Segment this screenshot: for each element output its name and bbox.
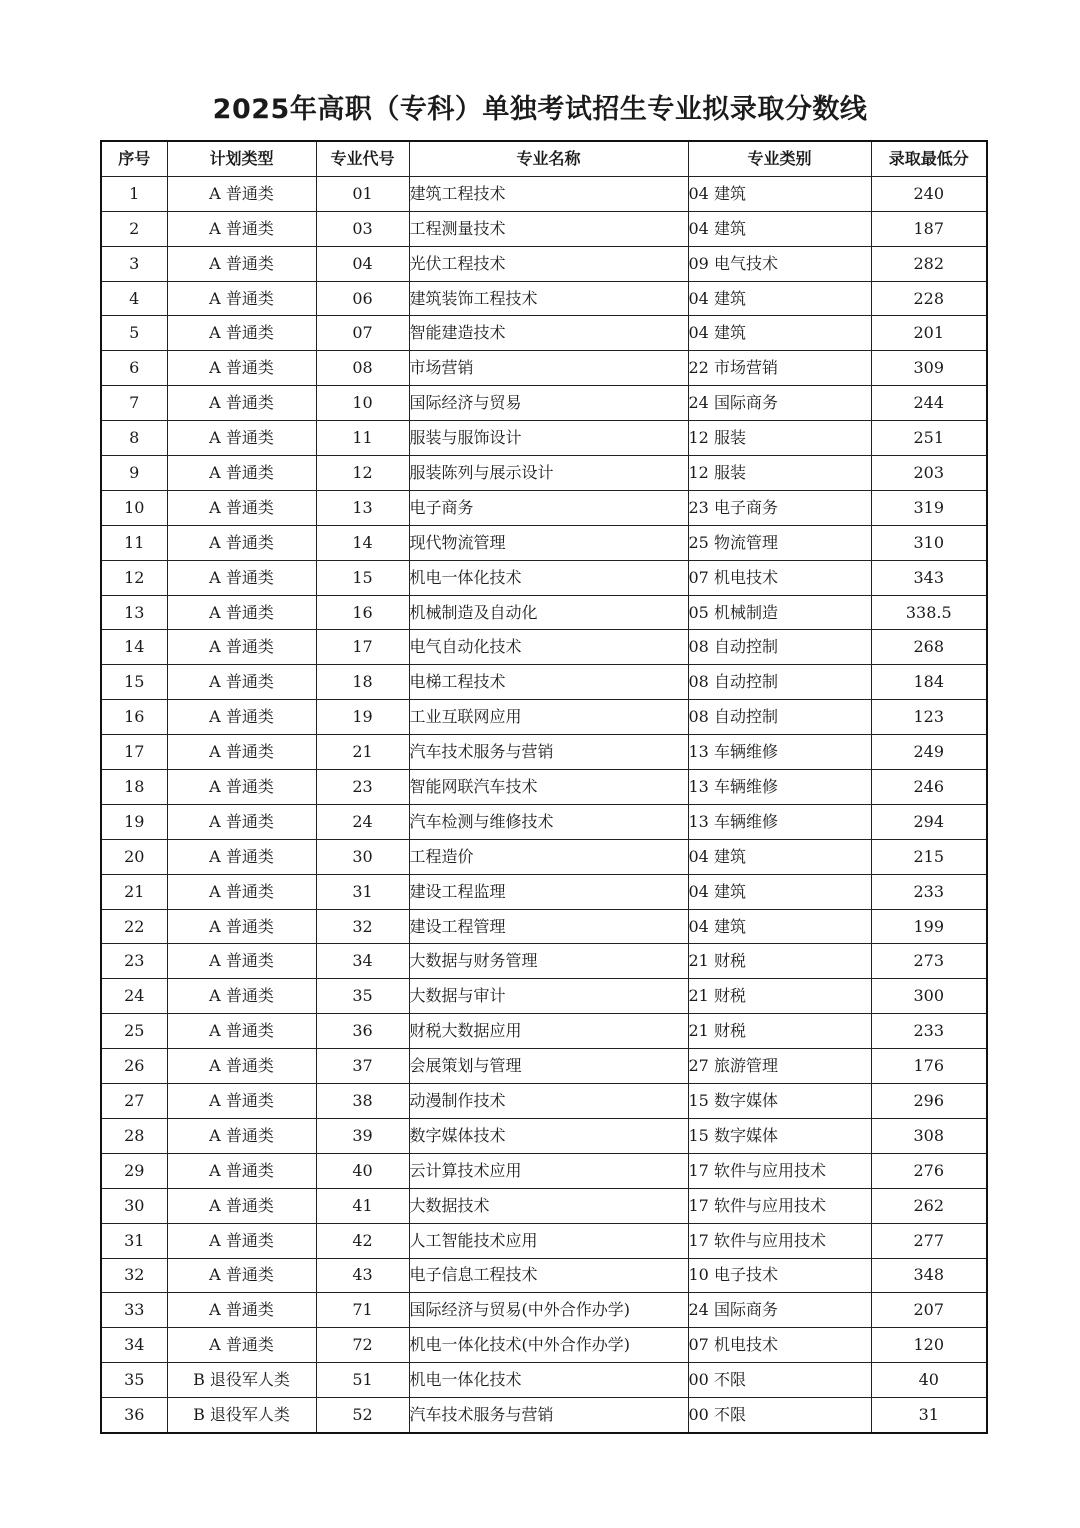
plan-type-cell: A 普通类 — [167, 944, 316, 979]
major-category-cell: 17 软件与应用技术 — [688, 1223, 871, 1258]
minimum-score-cell: 184 — [871, 665, 987, 700]
table-row — [101, 909, 987, 944]
plan-type-cell: A 普通类 — [167, 1118, 316, 1153]
major-code-cell: 15 — [316, 560, 409, 595]
plan-type-cell: A 普通类 — [167, 560, 316, 595]
plan-type-cell: A 普通类 — [167, 665, 316, 700]
admission-score-table — [100, 140, 988, 1434]
header-major-code: 专业代号 — [316, 141, 409, 176]
major-name-cell: 建筑装饰工程技术 — [409, 281, 688, 316]
minimum-score-cell: 262 — [871, 1188, 987, 1223]
minimum-score-cell: 282 — [871, 246, 987, 281]
minimum-score-cell: 249 — [871, 735, 987, 770]
major-code-cell: 39 — [316, 1118, 409, 1153]
major-name-cell: 大数据与财务管理 — [409, 944, 688, 979]
minimum-score-cell: 294 — [871, 804, 987, 839]
major-name-cell: 电子商务 — [409, 490, 688, 525]
major-category-cell: 13 车辆维修 — [688, 770, 871, 805]
table-row — [101, 386, 987, 421]
major-code-cell: 30 — [316, 839, 409, 874]
major-name-cell: 工程造价 — [409, 839, 688, 874]
major-code-cell: 19 — [316, 700, 409, 735]
major-code-cell: 06 — [316, 281, 409, 316]
major-code-cell: 32 — [316, 909, 409, 944]
major-code-cell: 40 — [316, 1153, 409, 1188]
major-code-cell: 13 — [316, 490, 409, 525]
plan-type-cell: A 普通类 — [167, 909, 316, 944]
minimum-score-cell: 233 — [871, 1014, 987, 1049]
major-code-cell: 23 — [316, 770, 409, 805]
serial-number-cell: 35 — [101, 1363, 167, 1398]
minimum-score-cell: 273 — [871, 944, 987, 979]
major-category-cell: 00 不限 — [688, 1398, 871, 1433]
table-body — [101, 176, 987, 1433]
major-code-cell: 31 — [316, 874, 409, 909]
major-category-cell: 07 机电技术 — [688, 560, 871, 595]
plan-type-cell: A 普通类 — [167, 839, 316, 874]
minimum-score-cell: 207 — [871, 1293, 987, 1328]
major-code-cell: 16 — [316, 595, 409, 630]
plan-type-cell: A 普通类 — [167, 1153, 316, 1188]
serial-number-cell: 3 — [101, 246, 167, 281]
table-row — [101, 281, 987, 316]
minimum-score-cell: 246 — [871, 770, 987, 805]
minimum-score-cell: 201 — [871, 316, 987, 351]
plan-type-cell: A 普通类 — [167, 525, 316, 560]
plan-type-cell: A 普通类 — [167, 1049, 316, 1084]
major-category-cell: 08 自动控制 — [688, 630, 871, 665]
major-name-cell: 机电一体化技术 — [409, 1363, 688, 1398]
major-category-cell: 21 财税 — [688, 944, 871, 979]
serial-number-cell: 24 — [101, 979, 167, 1014]
serial-number-cell: 18 — [101, 770, 167, 805]
serial-number-cell: 32 — [101, 1258, 167, 1293]
major-code-cell: 11 — [316, 421, 409, 456]
serial-number-cell: 21 — [101, 874, 167, 909]
table-row — [101, 421, 987, 456]
serial-number-cell: 25 — [101, 1014, 167, 1049]
minimum-score-cell: 251 — [871, 421, 987, 456]
plan-type-cell: A 普通类 — [167, 246, 316, 281]
serial-number-cell: 6 — [101, 351, 167, 386]
table-row — [101, 351, 987, 386]
major-name-cell: 大数据技术 — [409, 1188, 688, 1223]
major-code-cell: 10 — [316, 386, 409, 421]
serial-number-cell: 2 — [101, 211, 167, 246]
table-row — [101, 246, 987, 281]
plan-type-cell: B 退役军人类 — [167, 1363, 316, 1398]
serial-number-cell: 11 — [101, 525, 167, 560]
minimum-score-cell: 228 — [871, 281, 987, 316]
major-name-cell: 现代物流管理 — [409, 525, 688, 560]
major-category-cell: 08 自动控制 — [688, 700, 871, 735]
major-name-cell: 智能网联汽车技术 — [409, 770, 688, 805]
table-row — [101, 839, 987, 874]
minimum-score-cell: 176 — [871, 1049, 987, 1084]
minimum-score-cell: 343 — [871, 560, 987, 595]
major-category-cell: 15 数字媒体 — [688, 1118, 871, 1153]
major-category-cell: 24 国际商务 — [688, 386, 871, 421]
major-name-cell: 光伏工程技术 — [409, 246, 688, 281]
serial-number-cell: 28 — [101, 1118, 167, 1153]
major-category-cell: 04 建筑 — [688, 281, 871, 316]
plan-type-cell: A 普通类 — [167, 351, 316, 386]
minimum-score-cell: 199 — [871, 909, 987, 944]
plan-type-cell: A 普通类 — [167, 1084, 316, 1119]
plan-type-cell: A 普通类 — [167, 874, 316, 909]
major-name-cell: 会展策划与管理 — [409, 1049, 688, 1084]
minimum-score-cell: 308 — [871, 1118, 987, 1153]
major-category-cell: 24 国际商务 — [688, 1293, 871, 1328]
table-row — [101, 630, 987, 665]
plan-type-cell: A 普通类 — [167, 804, 316, 839]
major-name-cell: 建设工程管理 — [409, 909, 688, 944]
serial-number-cell: 33 — [101, 1293, 167, 1328]
major-name-cell: 机电一体化技术 — [409, 560, 688, 595]
serial-number-cell: 19 — [101, 804, 167, 839]
major-name-cell: 汽车检测与维修技术 — [409, 804, 688, 839]
major-name-cell: 智能建造技术 — [409, 316, 688, 351]
major-name-cell: 大数据与审计 — [409, 979, 688, 1014]
minimum-score-cell: 40 — [871, 1363, 987, 1398]
major-name-cell: 建设工程监理 — [409, 874, 688, 909]
table-row — [101, 1223, 987, 1258]
major-category-cell: 04 建筑 — [688, 176, 871, 211]
major-name-cell: 人工智能技术应用 — [409, 1223, 688, 1258]
serial-number-cell: 22 — [101, 909, 167, 944]
major-category-cell: 17 软件与应用技术 — [688, 1188, 871, 1223]
major-code-cell: 07 — [316, 316, 409, 351]
plan-type-cell: A 普通类 — [167, 1293, 316, 1328]
serial-number-cell: 7 — [101, 386, 167, 421]
table-row — [101, 525, 987, 560]
major-code-cell: 17 — [316, 630, 409, 665]
table-row — [101, 1258, 987, 1293]
plan-type-cell: A 普通类 — [167, 630, 316, 665]
plan-type-cell: A 普通类 — [167, 490, 316, 525]
header-major-name: 专业名称 — [409, 141, 688, 176]
table-row — [101, 176, 987, 211]
minimum-score-cell: 338.5 — [871, 595, 987, 630]
major-category-cell: 04 建筑 — [688, 211, 871, 246]
plan-type-cell: A 普通类 — [167, 979, 316, 1014]
major-category-cell: 17 软件与应用技术 — [688, 1153, 871, 1188]
major-code-cell: 24 — [316, 804, 409, 839]
major-name-cell: 国际经济与贸易 — [409, 386, 688, 421]
major-category-cell: 15 数字媒体 — [688, 1084, 871, 1119]
table-row — [101, 490, 987, 525]
table-header-row — [101, 141, 987, 176]
plan-type-cell: A 普通类 — [167, 735, 316, 770]
major-category-cell: 04 建筑 — [688, 874, 871, 909]
minimum-score-cell: 268 — [871, 630, 987, 665]
serial-number-cell: 31 — [101, 1223, 167, 1258]
major-name-cell: 市场营销 — [409, 351, 688, 386]
major-code-cell: 18 — [316, 665, 409, 700]
major-category-cell: 13 车辆维修 — [688, 804, 871, 839]
serial-number-cell: 13 — [101, 595, 167, 630]
table-row — [101, 456, 987, 491]
serial-number-cell: 5 — [101, 316, 167, 351]
serial-number-cell: 8 — [101, 421, 167, 456]
major-name-cell: 财税大数据应用 — [409, 1014, 688, 1049]
table-row — [101, 1049, 987, 1084]
major-code-cell: 52 — [316, 1398, 409, 1433]
major-code-cell: 51 — [316, 1363, 409, 1398]
table-row — [101, 770, 987, 805]
plan-type-cell: A 普通类 — [167, 281, 316, 316]
major-category-cell: 04 建筑 — [688, 839, 871, 874]
major-category-cell: 21 财税 — [688, 1014, 871, 1049]
major-code-cell: 43 — [316, 1258, 409, 1293]
major-code-cell: 03 — [316, 211, 409, 246]
major-name-cell: 电气自动化技术 — [409, 630, 688, 665]
major-name-cell: 动漫制作技术 — [409, 1084, 688, 1119]
major-name-cell: 服装陈列与展示设计 — [409, 456, 688, 491]
plan-type-cell: A 普通类 — [167, 421, 316, 456]
table-row — [101, 944, 987, 979]
minimum-score-cell: 233 — [871, 874, 987, 909]
serial-number-cell: 27 — [101, 1084, 167, 1119]
major-name-cell: 国际经济与贸易(中外合作办学) — [409, 1293, 688, 1328]
table-row — [101, 700, 987, 735]
plan-type-cell: A 普通类 — [167, 176, 316, 211]
major-category-cell: 22 市场营销 — [688, 351, 871, 386]
plan-type-cell: A 普通类 — [167, 1188, 316, 1223]
header-major-category: 专业类别 — [688, 141, 871, 176]
serial-number-cell: 15 — [101, 665, 167, 700]
serial-number-cell: 4 — [101, 281, 167, 316]
plan-type-cell: A 普通类 — [167, 595, 316, 630]
table-row — [101, 1398, 987, 1433]
major-code-cell: 36 — [316, 1014, 409, 1049]
minimum-score-cell: 310 — [871, 525, 987, 560]
plan-type-cell: A 普通类 — [167, 700, 316, 735]
table-row — [101, 1293, 987, 1328]
major-code-cell: 34 — [316, 944, 409, 979]
minimum-score-cell: 348 — [871, 1258, 987, 1293]
plan-type-cell: A 普通类 — [167, 1328, 316, 1363]
major-name-cell: 工业互联网应用 — [409, 700, 688, 735]
serial-number-cell: 26 — [101, 1049, 167, 1084]
major-name-cell: 电梯工程技术 — [409, 665, 688, 700]
major-category-cell: 10 电子技术 — [688, 1258, 871, 1293]
minimum-score-cell: 276 — [871, 1153, 987, 1188]
minimum-score-cell: 277 — [871, 1223, 987, 1258]
major-category-cell: 12 服装 — [688, 421, 871, 456]
major-name-cell: 机电一体化技术(中外合作办学) — [409, 1328, 688, 1363]
serial-number-cell: 1 — [101, 176, 167, 211]
major-code-cell: 37 — [316, 1049, 409, 1084]
major-category-cell: 00 不限 — [688, 1363, 871, 1398]
page-title: 2025年高职（专科）单独考试招生专业拟录取分数线 — [212, 94, 868, 125]
plan-type-cell: A 普通类 — [167, 770, 316, 805]
major-category-cell: 27 旅游管理 — [688, 1049, 871, 1084]
table-row — [101, 211, 987, 246]
plan-type-cell: B 退役军人类 — [167, 1398, 316, 1433]
table-row — [101, 595, 987, 630]
major-name-cell: 汽车技术服务与营销 — [409, 1398, 688, 1433]
serial-number-cell: 12 — [101, 560, 167, 595]
major-category-cell: 05 机械制造 — [688, 595, 871, 630]
table-row — [101, 1363, 987, 1398]
minimum-score-cell: 215 — [871, 839, 987, 874]
plan-type-cell: A 普通类 — [167, 211, 316, 246]
major-name-cell: 工程测量技术 — [409, 211, 688, 246]
major-code-cell: 12 — [316, 456, 409, 491]
major-code-cell: 01 — [316, 176, 409, 211]
major-name-cell: 云计算技术应用 — [409, 1153, 688, 1188]
minimum-score-cell: 300 — [871, 979, 987, 1014]
table-row — [101, 1153, 987, 1188]
serial-number-cell: 23 — [101, 944, 167, 979]
plan-type-cell: A 普通类 — [167, 316, 316, 351]
serial-number-cell: 36 — [101, 1398, 167, 1433]
table-row — [101, 735, 987, 770]
major-name-cell: 建筑工程技术 — [409, 176, 688, 211]
table-row — [101, 1188, 987, 1223]
major-category-cell: 07 机电技术 — [688, 1328, 871, 1363]
major-name-cell: 数字媒体技术 — [409, 1118, 688, 1153]
header-serial-number: 序号 — [101, 141, 167, 176]
minimum-score-cell: 120 — [871, 1328, 987, 1363]
serial-number-cell: 9 — [101, 456, 167, 491]
header-plan-type: 计划类型 — [167, 141, 316, 176]
serial-number-cell: 10 — [101, 490, 167, 525]
table-row — [101, 1084, 987, 1119]
plan-type-cell: A 普通类 — [167, 456, 316, 491]
table-row — [101, 874, 987, 909]
major-name-cell: 汽车技术服务与营销 — [409, 735, 688, 770]
minimum-score-cell: 319 — [871, 490, 987, 525]
major-category-cell: 04 建筑 — [688, 909, 871, 944]
major-category-cell: 21 财税 — [688, 979, 871, 1014]
table-row — [101, 1118, 987, 1153]
major-name-cell: 电子信息工程技术 — [409, 1258, 688, 1293]
plan-type-cell: A 普通类 — [167, 1014, 316, 1049]
major-code-cell: 35 — [316, 979, 409, 1014]
table-row — [101, 1014, 987, 1049]
table-row — [101, 1328, 987, 1363]
serial-number-cell: 30 — [101, 1188, 167, 1223]
minimum-score-cell: 203 — [871, 456, 987, 491]
table-row — [101, 316, 987, 351]
table-row — [101, 560, 987, 595]
serial-number-cell: 14 — [101, 630, 167, 665]
major-category-cell: 25 物流管理 — [688, 525, 871, 560]
major-category-cell: 13 车辆维修 — [688, 735, 871, 770]
major-category-cell: 09 电气技术 — [688, 246, 871, 281]
table-row — [101, 979, 987, 1014]
major-code-cell: 72 — [316, 1328, 409, 1363]
minimum-score-cell: 244 — [871, 386, 987, 421]
major-code-cell: 08 — [316, 351, 409, 386]
minimum-score-cell: 296 — [871, 1084, 987, 1119]
minimum-score-cell: 309 — [871, 351, 987, 386]
serial-number-cell: 29 — [101, 1153, 167, 1188]
major-code-cell: 04 — [316, 246, 409, 281]
minimum-score-cell: 187 — [871, 211, 987, 246]
plan-type-cell: A 普通类 — [167, 1258, 316, 1293]
plan-type-cell: A 普通类 — [167, 386, 316, 421]
table-row — [101, 665, 987, 700]
major-code-cell: 41 — [316, 1188, 409, 1223]
major-category-cell: 04 建筑 — [688, 316, 871, 351]
minimum-score-cell: 31 — [871, 1398, 987, 1433]
serial-number-cell: 17 — [101, 735, 167, 770]
serial-number-cell: 16 — [101, 700, 167, 735]
major-code-cell: 21 — [316, 735, 409, 770]
minimum-score-cell: 240 — [871, 176, 987, 211]
header-minimum-score: 录取最低分 — [871, 141, 987, 176]
major-code-cell: 14 — [316, 525, 409, 560]
major-name-cell: 服装与服饰设计 — [409, 421, 688, 456]
plan-type-cell: A 普通类 — [167, 1223, 316, 1258]
major-code-cell: 42 — [316, 1223, 409, 1258]
serial-number-cell: 34 — [101, 1328, 167, 1363]
major-category-cell: 12 服装 — [688, 456, 871, 491]
major-code-cell: 71 — [316, 1293, 409, 1328]
major-name-cell: 机械制造及自动化 — [409, 595, 688, 630]
minimum-score-cell: 123 — [871, 700, 987, 735]
major-code-cell: 38 — [316, 1084, 409, 1119]
table-row — [101, 804, 987, 839]
major-category-cell: 08 自动控制 — [688, 665, 871, 700]
major-category-cell: 23 电子商务 — [688, 490, 871, 525]
serial-number-cell: 20 — [101, 839, 167, 874]
